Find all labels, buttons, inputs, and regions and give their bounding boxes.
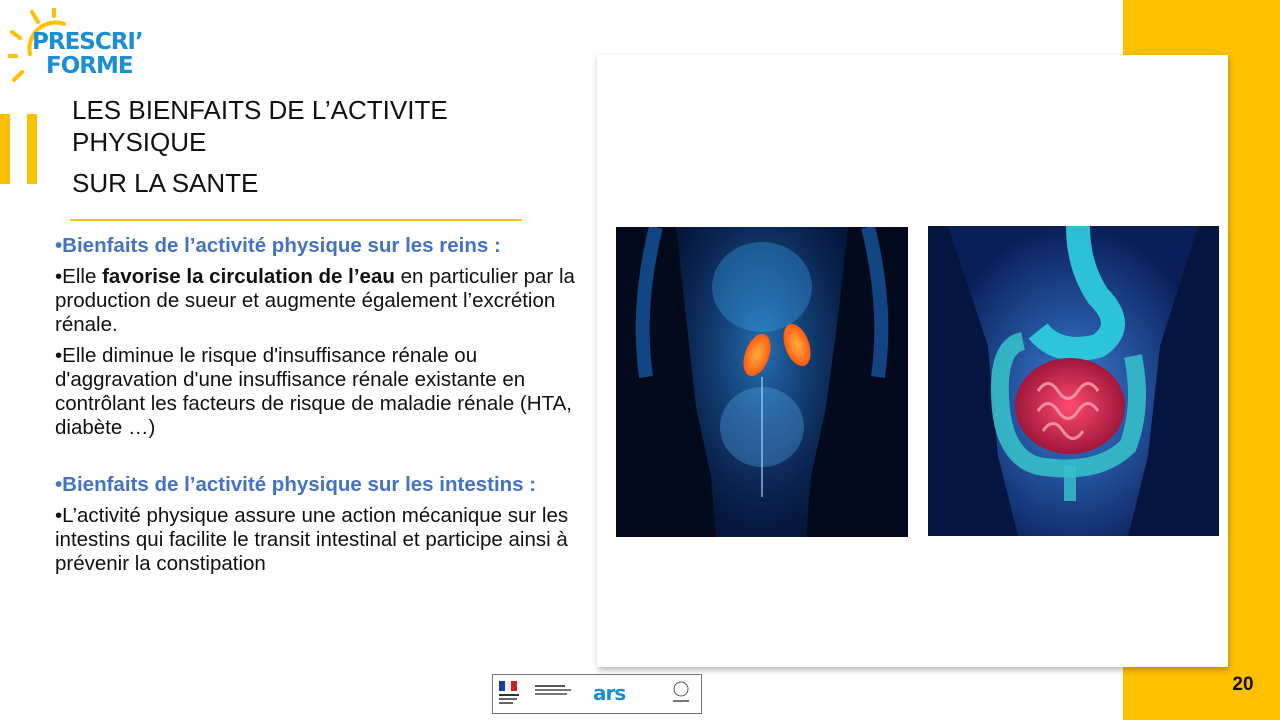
partner-logos (492, 674, 702, 714)
section-heading-reins: •Bienfaits de l’activité physique sur les reins : (55, 234, 501, 257)
kidneys-anatomy-image (616, 227, 908, 537)
slide-content (55, 234, 575, 576)
logo-line2: FORME (46, 53, 133, 79)
bullet-bold-text: favorise la circulation de l’eau (102, 265, 395, 288)
prescriforme-logo (8, 8, 148, 92)
title-line-3: SUR LA SANTE (72, 168, 259, 198)
bullet-reins-1 (55, 265, 575, 337)
logo-line1: PRESCRI’ (32, 29, 143, 55)
bullet-intestins-1: •L’activité physique assure une action mécanique sur les intestins qui facilite le transit intestinal et participe ainsi à prévenir la constipation (55, 504, 569, 575)
left-accent-bar-1 (0, 114, 10, 184)
section-heading-intestins: •Bienfaits de l’activité physique sur les intestins : (55, 473, 537, 496)
title-line-1: LES BIENFAITS DE L’ACTIVITE (72, 95, 448, 125)
slide-title (72, 94, 592, 199)
bullet-text: en particulier par la production de sueur et augmente également l’excrétion rénale. (55, 265, 575, 336)
intestines-anatomy-image (928, 226, 1219, 536)
left-accent-bar-2 (27, 114, 37, 184)
bullet-text: •Elle (55, 265, 103, 288)
bullet-reins-2: •Elle diminue le risque d'insuffisance rénale ou d'aggravation d'une insuffisance rénale existante en contrôlant les facteurs de risque de maladie rénale (HTA, diabète …) (55, 344, 572, 439)
page-number: 20 (1232, 674, 1254, 695)
title-line-2: PHYSIQUE (72, 127, 207, 157)
title-underline (70, 219, 522, 221)
ars-logo-text: ars (593, 681, 626, 705)
